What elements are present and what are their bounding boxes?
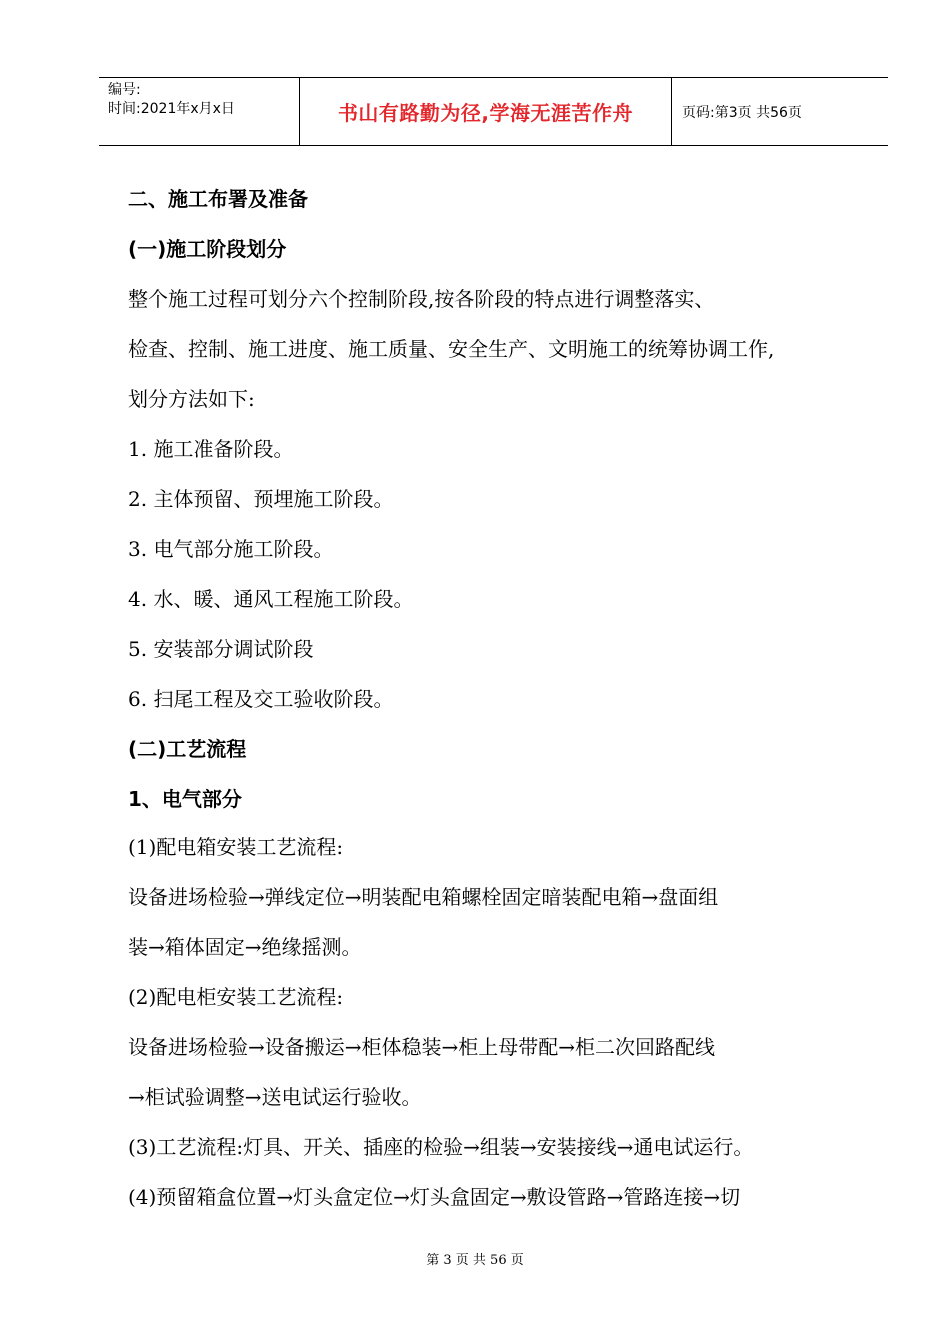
header-motto: 书山有路勤为径,学海无涯苦作舟 (337, 101, 634, 125)
stage-item-3: 3. 电气部分施工阶段。 (128, 537, 334, 561)
intro-line-3: 划分方法如下: (128, 387, 255, 411)
stage-item-5: 5. 安装部分调试阶段 (128, 637, 314, 661)
process-2-title: (2)配电柜安装工艺流程: (128, 985, 344, 1009)
process-1-line-2: 装→箱体固定→绝缘摇测。 (128, 935, 362, 959)
stage-item-1: 1. 施工准备阶段。 (128, 437, 294, 461)
subsection-title-process: (二)工艺流程 (128, 737, 247, 761)
electrical-title: 1、电气部分 (128, 787, 242, 811)
header-meta (99, 78, 299, 145)
page-header (99, 77, 888, 146)
header-motto-cell (299, 78, 672, 145)
document-number-label: 编号: (108, 82, 141, 98)
page-footer: 第 3 页 共 56 页 (426, 1253, 524, 1268)
process-1-line-1: 设备进场检验→弹线定位→明装配电箱螺栓固定暗装配电箱→盘面组 (128, 885, 719, 909)
process-1-title: (1)配电箱安装工艺流程: (128, 835, 344, 859)
header-page-info: 页码:第3页 共56页 (682, 104, 802, 121)
intro-line-2: 检查、控制、施工进度、施工质量、安全生产、文明施工的统筹协调工作, (128, 337, 775, 361)
stage-item-6: 6. 扫尾工程及交工验收阶段。 (128, 687, 394, 711)
process-3: (3)工艺流程:灯具、开关、插座的检验→组装→安装接线→通电试运行。 (128, 1135, 754, 1159)
subsection-title-stages: (一)施工阶段划分 (128, 237, 287, 261)
stage-item-4: 4. 水、暖、通风工程施工阶段。 (128, 587, 414, 611)
section-title: 二、施工布署及准备 (128, 187, 308, 211)
process-4: (4)预留箱盒位置→灯头盒定位→灯头盒固定→敷设管路→管路连接→切 (128, 1185, 741, 1209)
stage-item-2: 2. 主体预留、预埋施工阶段。 (128, 487, 394, 511)
document-date: 时间:2021年x月x日 (108, 101, 235, 117)
process-2-line-2: →柜试验调整→送电试运行验收。 (128, 1085, 422, 1109)
process-2-line-1: 设备进场检验→设备搬运→柜体稳装→柜上母带配→柜二次回路配线 (128, 1035, 716, 1059)
intro-line-1: 整个施工过程可划分六个控制阶段,按各阶段的特点进行调整落实、 (128, 287, 715, 311)
